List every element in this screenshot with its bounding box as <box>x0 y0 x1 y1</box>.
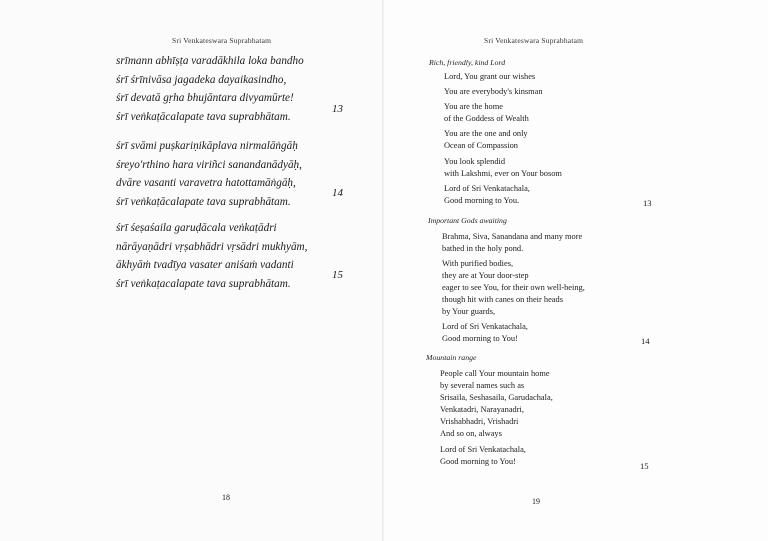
translation-line: Good morning to You! <box>440 457 516 466</box>
verse-line: nārāyaṇādri vṛṣabhādri vṛsādri mukhyām, <box>116 240 308 253</box>
translation-line: Ocean of Compassion <box>444 141 518 150</box>
verse-number-15: 15 <box>332 269 343 281</box>
translation-number-13: 13 <box>643 198 652 208</box>
verse-line: dvāre vasanti varavetra hatottamāṅgāḥ, <box>116 177 296 190</box>
translation-line: Lord, You grant our wishes <box>444 72 536 81</box>
running-head-right: Sri Venkateswara Suprabhatam <box>484 36 584 45</box>
verse-14-sanskrit <box>116 137 356 211</box>
section-heading-13: Rich, friendly, kind Lord <box>429 58 506 67</box>
translation-line: You are the home <box>444 102 503 111</box>
translation-number-15: 15 <box>640 461 649 471</box>
page-number-left: 18 <box>222 493 230 502</box>
translation-line: You are the one and only <box>444 129 528 138</box>
verse-line: śrī śrīnivāsa jagadeka dayaikasindho, <box>116 73 287 86</box>
translation-line: by Your guards, <box>442 307 496 316</box>
page-number-right: 19 <box>532 497 540 506</box>
right-page <box>384 0 768 541</box>
verse-line: śrī veṅkaṭacalapate tava suprabhātam. <box>116 277 291 290</box>
translation-line: Vrishabhadri, Vrishadri <box>440 417 519 426</box>
translation-line: Lord of Sri Venkatachala, <box>444 184 530 193</box>
translation-line: Brahma, Siva, Sanandana and many more <box>442 232 583 241</box>
translation-line: People call Your mountain home <box>440 369 550 378</box>
translation-line: Good morning to You. <box>444 196 520 205</box>
running-head-left: Sri Venkateswara Suprabhatam <box>172 36 272 45</box>
verse-line: śrī devatā gṛha bhujāntara divyamūrte! <box>116 92 294 105</box>
translation-line: With purified bodies, <box>442 259 514 268</box>
verse-number-13: 13 <box>332 103 343 115</box>
translation-line: eager to see You, for their own well-being, <box>442 283 585 292</box>
translation-line: And so on, always <box>440 429 502 438</box>
translation-line: You look splendid <box>444 157 506 166</box>
translation-line: Lord of Sri Venkatachala, <box>440 445 526 454</box>
verse-line: śrī svāmi puṣkariṇikāplava nirmalāṅgāḥ <box>116 140 298 152</box>
translation-line: Srisaila, Seshasaila, Garudachala, <box>440 393 553 402</box>
section-heading-14: Important Gods awaiting <box>428 216 507 225</box>
verse-line: śreyo'rthino hara viriñci sanandanādyāḥ, <box>116 158 302 171</box>
translation-line: by several names such as <box>440 381 525 390</box>
translation-line: Good morning to You! <box>442 334 518 343</box>
verse-number-14: 14 <box>332 187 343 199</box>
translation-line: with Lakshmi, ever on Your bosom <box>444 169 562 178</box>
section-heading-15: Mountain range <box>426 353 477 362</box>
verse-line: śrī veṅkaṭācalapate tava suprabhātam. <box>116 110 291 123</box>
verse-line: śrī śeṣaśaila garuḍācala veṅkaṭādri <box>116 222 277 234</box>
translation-line: You are everybody's kinsman <box>444 87 543 96</box>
translation-line: they are at Your door-step <box>442 271 529 280</box>
verse-line: śrī veṅkaṭācalapate tava suprabhātam. <box>116 195 291 208</box>
verse-line: ākhyāṁ tvadīya vasater aniśaṁ vadanti <box>116 259 294 272</box>
translation-line: Venkatadri, Narayanadri, <box>440 405 524 414</box>
translation-line: of the Goddess of Wealth <box>444 114 529 123</box>
translation-line: bathed in the holy pond. <box>442 244 524 253</box>
verse-13-sanskrit <box>116 52 356 126</box>
translation-line: though hit with canes on their heads <box>442 295 563 304</box>
translation-number-14: 14 <box>641 336 650 346</box>
translation-line: Lord of Sri Venkatachala, <box>442 322 528 331</box>
verse-15-sanskrit <box>116 219 356 293</box>
verse-line: srīmann abhīṣṭa varadākhila loka bandho <box>116 55 304 67</box>
